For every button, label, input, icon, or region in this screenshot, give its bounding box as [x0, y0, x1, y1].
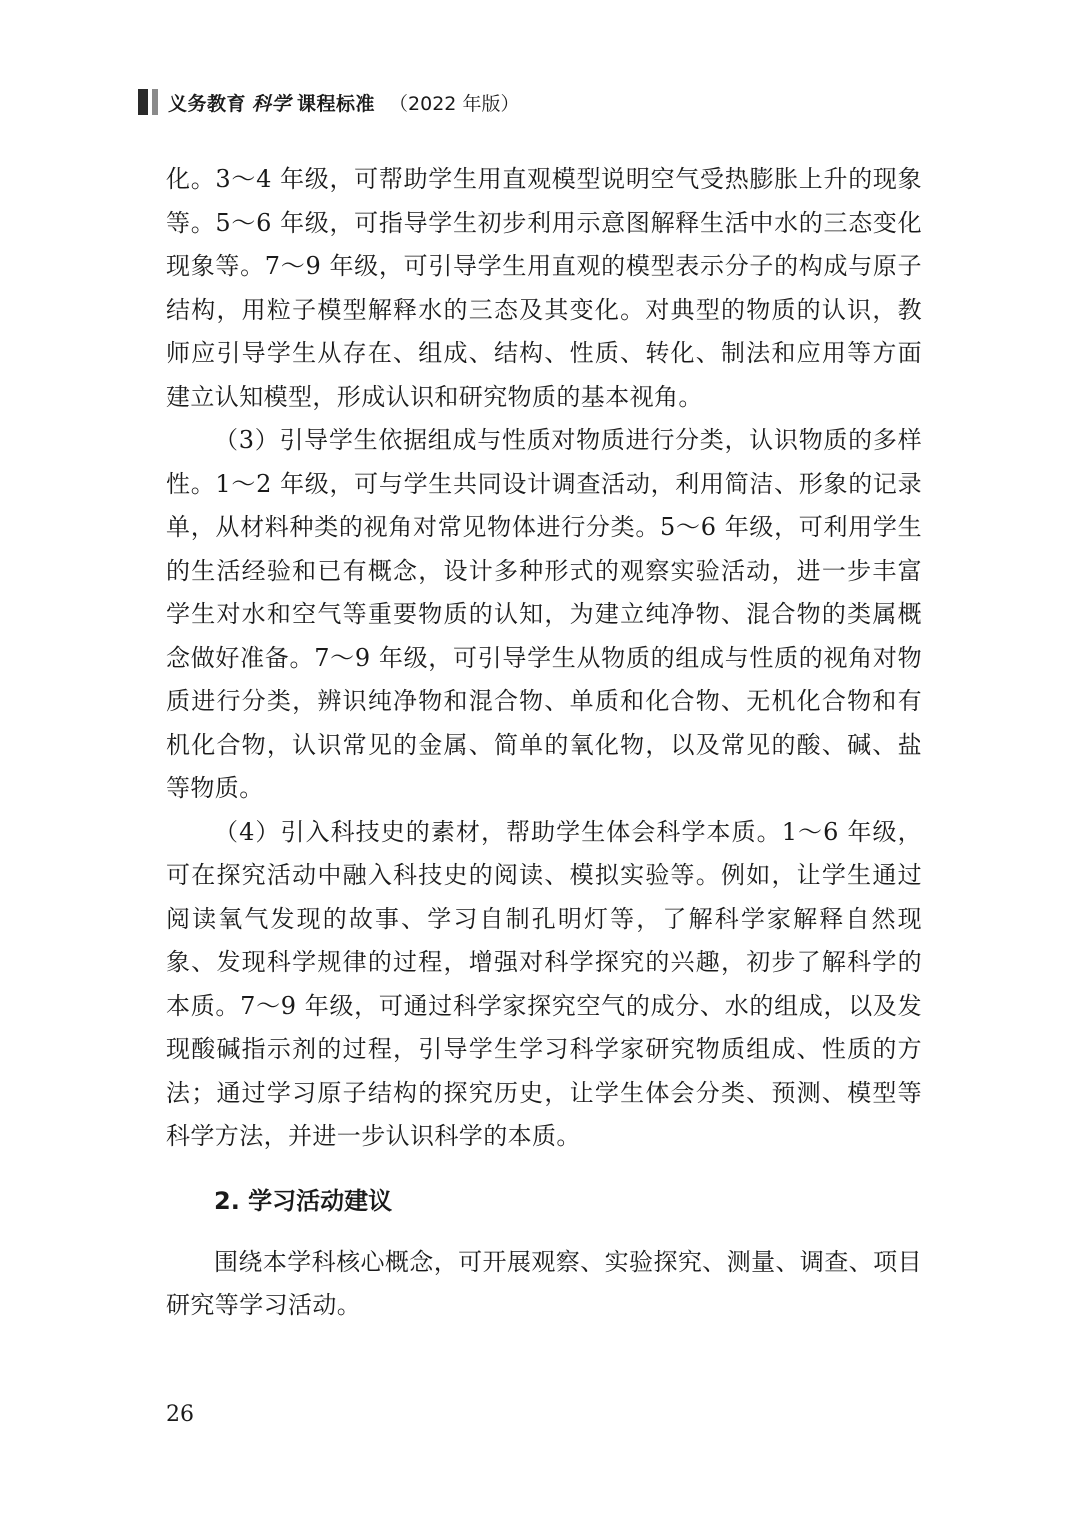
- book-title-part-1: 义务教育: [168, 92, 247, 115]
- header-bar-light: [152, 89, 158, 115]
- header-bar-icon: [138, 89, 158, 115]
- book-title-subject: 科学: [252, 92, 292, 115]
- book-edition: （2022 年版）: [389, 92, 520, 115]
- paragraph-item-3: （3）引导学生依据组成与性质对物质进行分类，认识物质的多样性。1～2 年级，可与学生共同设计调查活动，利用简洁、形象的记录单，从材料种类的视角对常见物体进行分类。5～6 年级，可利用学生的生活经验和已有概念，设计多种形式的观察实验活动，进一步丰富学生对水和空气等重要物质的认知，为建立纯净物、混合物的类属概念做好准备。7～9 年级，可引导学生从物质的组成与性质的视角对物质进行分类，辨识纯净物和混合物、单质和化合物、无机化合物和有机化合物，认识常见的金属、简单的氧化物，以及常见的酸、碱、盐等物质。: [166, 426, 922, 802]
- book-title: [168, 89, 375, 116]
- book-title-part-2: 课程标准: [297, 92, 376, 115]
- page-body: [166, 158, 922, 1328]
- paragraph-continued: 化。3～4 年级，可帮助学生用直观模型说明空气受热膨胀上升的现象等。5～6 年级，可指导学生初步利用示意图解释生活中水的三态变化现象等。7～9 年级，可引导学生用直观的模型表示分子的构成与原子结构，用粒子模型解释水的三态及其变化。对典型的物质的认识，教师应引导学生从存在、组成、结构、性质、转化、制法和应用等方面建立认知模型，形成认识和研究物质的基本视角。: [166, 165, 922, 411]
- running-header: [138, 86, 519, 118]
- paragraph-item-4: （4）引入科技史的素材，帮助学生体会科学本质。1～6 年级，可在探究活动中融入科技史的阅读、模拟实验等。例如，让学生通过阅读氧气发现的故事、学习自制孔明灯等，了解科学家解释自然现象、发现科学规律的过程，增强对科学探究的兴趣，初步了解科学的本质。7～9 年级，可通过科学家探究空气的成分、水的组成，以及发现酸碱指示剂的过程，引导学生学习科学家研究物质组成、性质的方法；通过学习原子结构的探究历史，让学生体会分类、预测、模型等科学方法，并进一步认识科学的本质。: [166, 817, 922, 1150]
- section-paragraph: 围绕本学科核心概念，可开展观察、实验探究、测量、调查、项目研究等学习活动。: [166, 1247, 922, 1319]
- header-bar-dark: [138, 89, 148, 115]
- section-heading: 2. 学习活动建议: [214, 1186, 393, 1215]
- page-number: 26: [166, 1402, 194, 1427]
